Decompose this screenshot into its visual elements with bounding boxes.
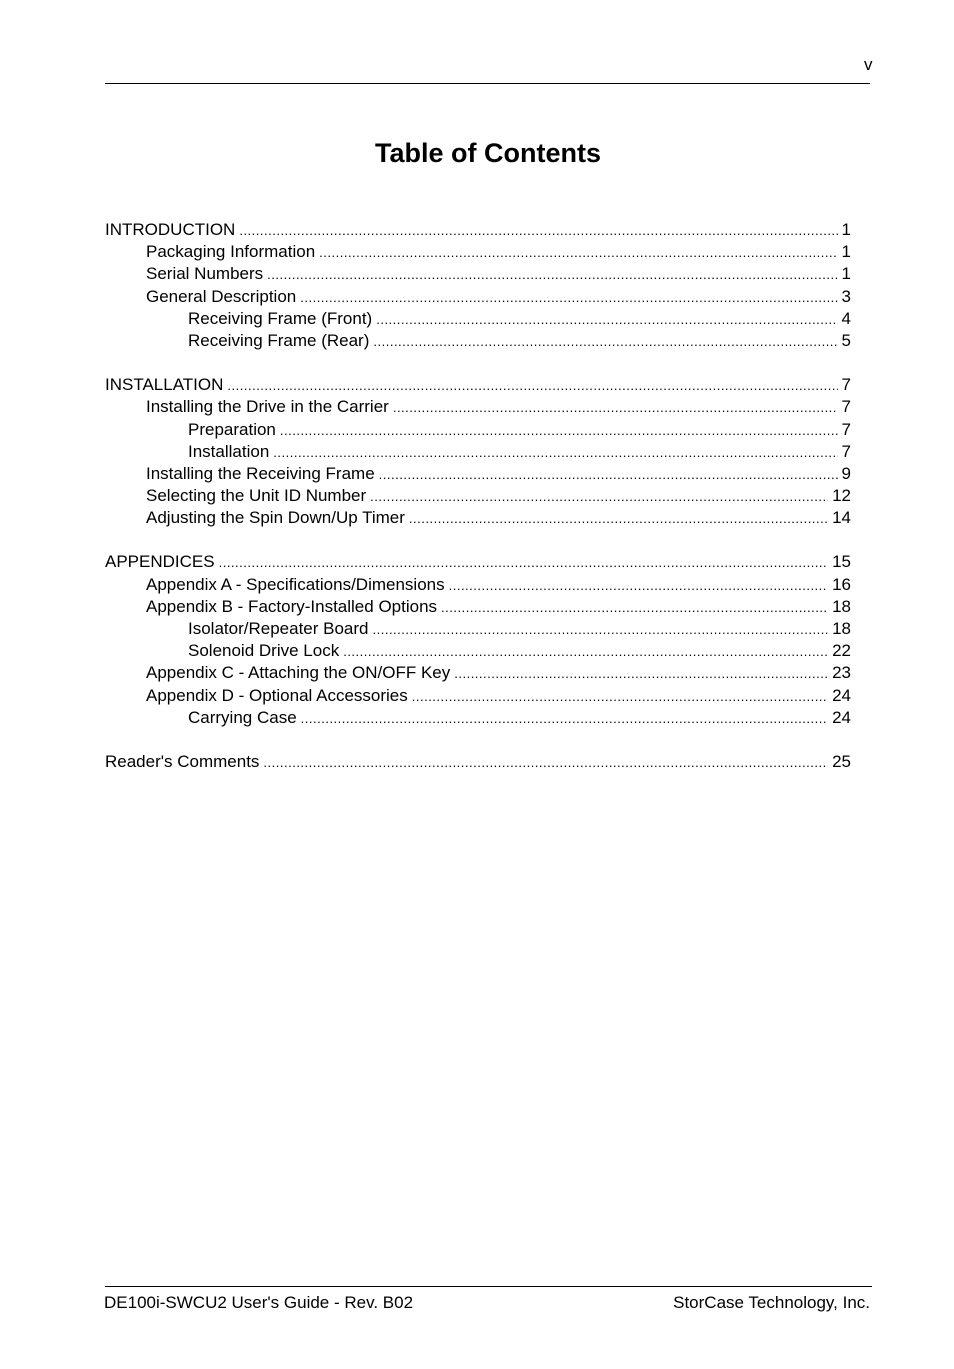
toc-entry-label: Appendix A - Specifications/Dimensions <box>146 574 445 594</box>
dot-leader <box>219 551 828 574</box>
toc-entry-label: INSTALLATION <box>105 375 224 395</box>
page-number: v <box>864 55 873 74</box>
toc-entry-solenoid-drive-lock[interactable] <box>105 640 851 662</box>
toc-entry-serial-numbers[interactable] <box>105 263 851 285</box>
toc-entry-readers-comments[interactable] <box>105 751 851 773</box>
table-of-contents <box>105 219 851 773</box>
toc-entry-packaging-information[interactable] <box>105 241 851 263</box>
toc-entry-page: 1 <box>841 242 851 262</box>
toc-entry-page: 7 <box>841 397 851 417</box>
toc-entry-appendices[interactable] <box>105 551 851 573</box>
toc-entry-label: INTRODUCTION <box>105 220 236 239</box>
footer-rule <box>105 1286 872 1287</box>
toc-entry-installing-drive[interactable] <box>105 396 851 418</box>
toc-entry-appendix-d[interactable] <box>105 685 851 707</box>
dot-leader <box>267 263 837 286</box>
footer-company: StorCase Technology, Inc. <box>673 1293 870 1312</box>
toc-entry-label: Reader's Comments <box>105 751 260 771</box>
toc-entry-page: 4 <box>841 308 851 328</box>
toc-entry-label: Appendix B - Factory-Installed Options <box>146 596 438 616</box>
toc-entry-page: 3 <box>841 286 851 306</box>
toc-entry-label: Solenoid Drive Lock <box>188 641 340 661</box>
toc-entry-page: 7 <box>841 375 851 395</box>
toc-entry-page: 23 <box>832 663 851 683</box>
toc-entry-page: 24 <box>832 707 851 727</box>
toc-entry-page: 1 <box>841 220 851 239</box>
toc-entry-page: 16 <box>832 574 851 594</box>
toc-entry-page: 25 <box>832 751 851 771</box>
toc-entry-label: Carrying Case <box>188 707 297 727</box>
toc-entry-label: Isolator/Repeater Board <box>188 619 369 638</box>
toc-entry-page: 12 <box>832 486 851 506</box>
toc-entry-label: Installing the Drive in the Carrier <box>146 397 389 417</box>
toc-entry-label: Adjusting the Spin Down/Up Timer <box>146 508 405 528</box>
toc-entry-receiving-frame-front[interactable] <box>105 308 851 330</box>
dot-leader <box>376 308 837 331</box>
dot-leader <box>319 241 837 264</box>
toc-entry-page: 9 <box>841 463 851 483</box>
toc-entry-page: 5 <box>841 330 851 350</box>
toc-entry-label: Selecting the Unit ID Number <box>146 486 367 506</box>
dot-leader <box>373 618 829 641</box>
toc-entry-general-description[interactable] <box>105 286 851 308</box>
toc-entry-adjusting-timer[interactable] <box>105 507 851 529</box>
dot-leader <box>227 374 837 397</box>
toc-entry-label: Receiving Frame (Front) <box>188 308 373 328</box>
dot-leader <box>273 441 837 464</box>
page-title: Table of Contents <box>375 138 601 168</box>
toc-entry-page: 22 <box>832 641 851 661</box>
dot-leader <box>239 219 837 242</box>
toc-entry-installing-receiving-frame[interactable] <box>105 463 851 485</box>
dot-leader <box>301 707 828 730</box>
toc-entry-label: Receiving Frame (Rear) <box>188 330 370 350</box>
toc-entry-receiving-frame-rear[interactable] <box>105 330 851 352</box>
dot-leader <box>441 596 828 619</box>
dot-leader <box>343 640 828 663</box>
toc-entry-page: 14 <box>832 508 851 528</box>
toc-entry-isolator-repeater-board[interactable] <box>105 618 851 640</box>
toc-entry-appendix-c[interactable] <box>105 662 851 684</box>
dot-leader <box>449 574 828 597</box>
footer-document-title: DE100i-SWCU2 User's Guide - Rev. B02 <box>104 1293 414 1312</box>
toc-entry-page: 18 <box>832 619 851 638</box>
toc-entry-page: 24 <box>832 685 851 705</box>
toc-entry-label: Appendix D - Optional Accessories <box>146 685 408 705</box>
toc-entry-page: 7 <box>841 419 851 439</box>
toc-entry-page: 7 <box>841 441 851 461</box>
toc-entry-label: Serial Numbers <box>146 264 264 284</box>
toc-entry-page: 15 <box>832 552 851 572</box>
toc-entry-introduction[interactable] <box>105 219 851 241</box>
toc-entry-label: Appendix C - Attaching the ON/OFF Key <box>146 663 451 683</box>
toc-entry-appendix-b[interactable] <box>105 596 851 618</box>
dot-leader <box>379 463 838 486</box>
dot-leader <box>412 685 828 708</box>
toc-entry-label: APPENDICES <box>105 552 215 572</box>
toc-entry-preparation[interactable] <box>105 419 851 441</box>
dot-leader <box>373 330 837 353</box>
toc-entry-page: 1 <box>841 264 851 284</box>
dot-leader <box>300 286 837 309</box>
dot-leader <box>454 662 828 685</box>
dot-leader <box>263 751 828 774</box>
toc-entry-appendix-a[interactable] <box>105 574 851 596</box>
toc-entry-label: Installing the Receiving Frame <box>146 463 375 483</box>
toc-entry-page: 18 <box>832 596 851 616</box>
toc-entry-label: Preparation <box>188 419 276 439</box>
dot-leader <box>393 396 838 419</box>
dot-leader <box>370 485 828 508</box>
toc-entry-label: Packaging Information <box>146 242 316 262</box>
toc-entry-installation-section[interactable] <box>105 374 851 396</box>
toc-entry-installation[interactable] <box>105 441 851 463</box>
dot-leader <box>280 419 838 442</box>
dot-leader <box>409 507 828 530</box>
header-rule <box>105 83 870 84</box>
toc-entry-selecting-unit-id[interactable] <box>105 485 851 507</box>
toc-entry-label: Installation <box>188 441 270 461</box>
toc-entry-carrying-case[interactable] <box>105 707 851 729</box>
toc-entry-label: General Description <box>146 286 297 306</box>
